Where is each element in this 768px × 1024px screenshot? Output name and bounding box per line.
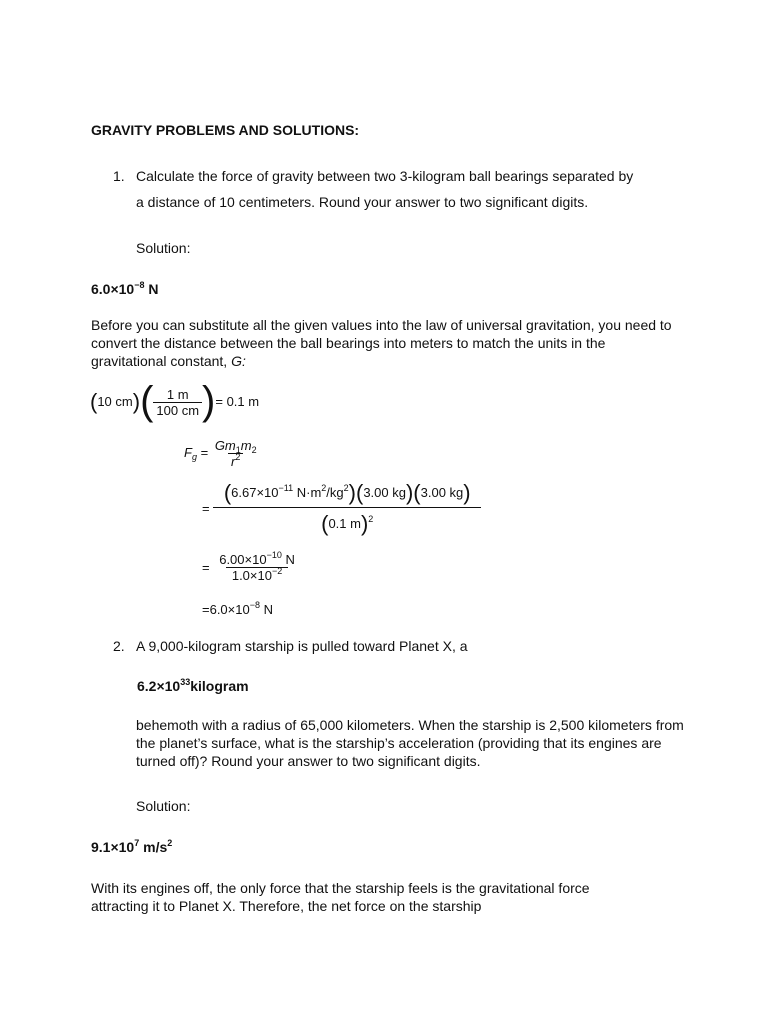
simplification-step: = $\frac{6.00\times 10^{-10} N}{1.0\times 10^{-2}}$ xyxy=(202,550,295,583)
substitution-step: = $\frac{(6.67\times 10^{-11} N\cdot m^2/kg^2)(3.00 kg)(3.00 kg)}{(0.1 m)^2}$ xyxy=(202,483,481,534)
problem-2-explanation: With its engines off, the only force that the starship feels is the gravitational force attracting it to Planet X. Therefore, the net force on the starship xyxy=(91,880,590,914)
problem-1-line-1: Calculate the force of gravity between two 3-kilogram ball bearings separated by xyxy=(136,168,634,184)
problem-2-line-1: A 9,000-kilogram starship is pulled toward Planet X, a xyxy=(136,638,468,654)
page-title: GRAVITY PROBLEMS AND SOLUTIONS: xyxy=(91,122,360,138)
problem-1-solution-label: Solution: xyxy=(136,240,191,256)
problem-1-answer: $6.0\times 10^{-8}$ N xyxy=(91,280,159,297)
problem-2-body: behemoth with a radius of 65,000 kilometers. When the starship is 2,500 kilometers from the planet’s surface, what is the starship’s acceleration (providing that its engines are turned off)? Round your answer to two significant digits. xyxy=(136,717,684,769)
unit-conversion-equation: (10 cm)( $\frac{1 m}{100 cm}$ )= 0.1 m xyxy=(90,379,260,423)
problem-1-explanation: Before you can substitute all the given values into the law of universal gravitation, you need to convert the distance between the ball bearings into meters to match the units in the gravitational constant, G: xyxy=(91,317,672,369)
problem-2-number: 2. xyxy=(113,638,125,654)
problem-1-number: 1. xyxy=(113,168,125,184)
problem-1-line-2: a distance of 10 centimeters. Round your answer to two significant digits. xyxy=(136,194,589,210)
final-result-step: $=6.0\times 10^{-8}$ N xyxy=(202,600,273,617)
problem-2-solution-label: Solution: xyxy=(136,798,191,814)
planet-mass-value: $6.2\times 10^{33}kilogram$ xyxy=(137,677,249,694)
gravitation-formula: $F_g$ = $\frac{Gm_1m_2}{r^2}$ xyxy=(184,438,257,469)
problem-2-answer: $9.1\times 10^7$ $m/s^2$ xyxy=(91,838,173,855)
